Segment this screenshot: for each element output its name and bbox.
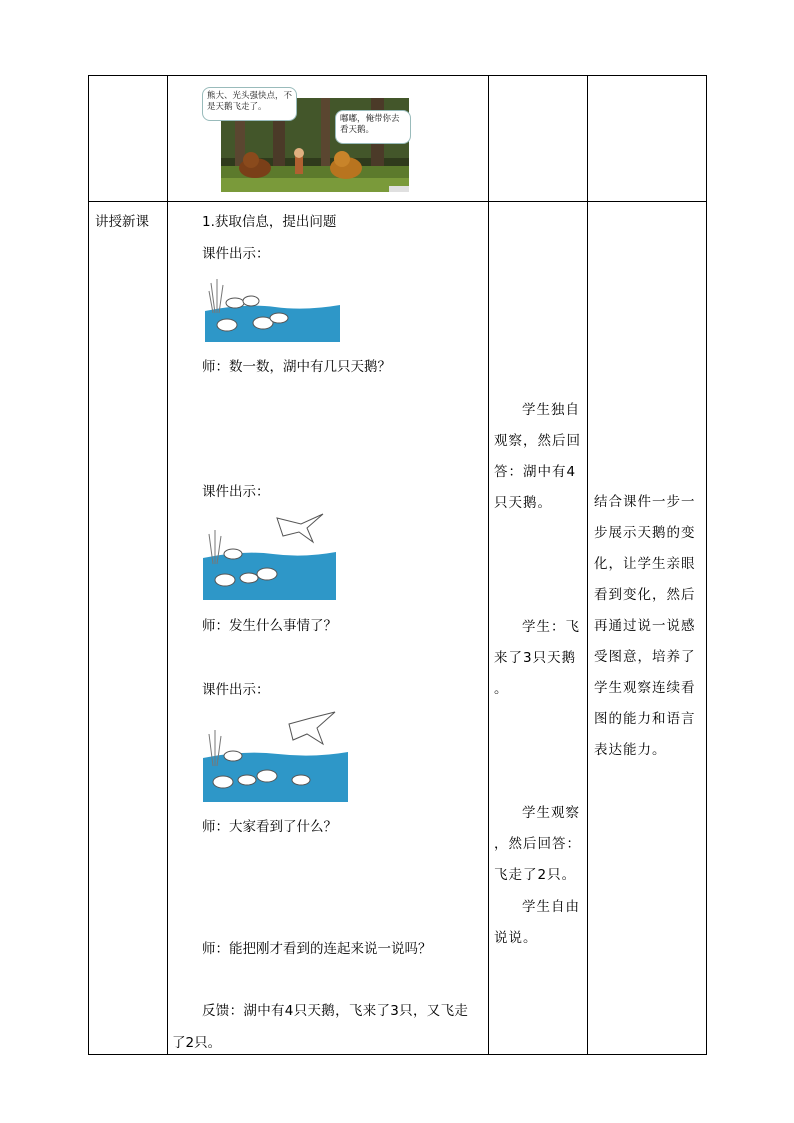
feedback-line-1: 反馈：湖中有4只天鹅，飞来了3只，又飞走 <box>202 1003 469 1019</box>
intent-line-5: 再通过说一说感 <box>594 618 696 634</box>
table-border-right <box>706 75 707 1055</box>
table-row-divider <box>88 201 707 202</box>
bubble-right-line2: 看天鹅。 <box>340 125 375 135</box>
student-a3: 答：湖中有4 <box>494 464 577 480</box>
student-a4: 只天鹅。 <box>494 495 552 511</box>
swans-lake-image-2 <box>203 512 336 600</box>
table-col-divider-2 <box>488 75 489 1055</box>
teacher-question-2: 师：发生什么事情了？ <box>202 618 337 634</box>
table-border-bottom <box>88 1054 707 1055</box>
student-b1: 学生：飞 <box>522 619 580 635</box>
intent-line-9: 表达能力。 <box>594 742 667 758</box>
intent-line-3: 化，让学生亲眼 <box>594 556 696 572</box>
student-b3: 。 <box>494 681 509 697</box>
student-b2: 来了3只天鹅 <box>494 650 577 666</box>
swans-lake-image-1 <box>205 273 340 342</box>
table-border-left <box>88 75 89 1055</box>
student-d1: 学生自由 <box>522 899 580 915</box>
student-c1: 学生观察 <box>522 805 580 821</box>
teacher-question-4: 师：能把刚才看到的连起来说一说吗？ <box>202 941 432 957</box>
intent-line-1: 结合课件一步一 <box>594 494 696 510</box>
intent-line-7: 学生观察连续看 <box>594 680 696 696</box>
student-d2: 说说。 <box>494 930 538 946</box>
student-c3: 飞走了2只。 <box>494 867 577 883</box>
intent-line-6: 受图意，培养了 <box>594 649 696 665</box>
student-c2: ，然后回答： <box>494 836 581 852</box>
courseware-show-2: 课件出示： <box>202 484 270 500</box>
table-col-divider-1 <box>167 75 168 1055</box>
speech-bubble-left <box>202 87 297 121</box>
bubble-left-line1: 熊大、光头强快点，不 <box>207 91 293 101</box>
intent-line-8: 图的能力和语言 <box>594 711 696 727</box>
swans-lake-image-3 <box>203 710 348 802</box>
feedback-line-2: 了2只。 <box>172 1035 222 1051</box>
swans-on-lake-illustration-2 <box>203 512 336 600</box>
intent-line-2: 步展示天鹅的变 <box>594 525 696 541</box>
swans-on-lake-illustration-3 <box>203 710 348 802</box>
bubble-right-line1: 嘟嘟，俺带你去 <box>340 114 400 124</box>
courseware-show-1: 课件出示： <box>202 246 270 262</box>
speech-bubble-right <box>335 110 411 144</box>
courseware-show-3: 课件出示： <box>202 682 270 698</box>
table-col-divider-3 <box>587 75 588 1055</box>
stage-label: 讲授新课 <box>95 214 149 230</box>
student-a2: 观察，然后回 <box>494 433 581 449</box>
teacher-question-3: 师：大家看到了什么？ <box>202 819 337 835</box>
teacher-question-1: 师：数一数，湖中有几只天鹅？ <box>202 359 391 375</box>
section-heading: 1.获取信息，提出问题 <box>202 214 337 230</box>
swans-on-lake-illustration-1 <box>205 273 340 342</box>
bubble-left-line2: 是天鹅飞走了。 <box>207 102 267 112</box>
table-border-top <box>88 75 707 76</box>
student-a1: 学生独自 <box>522 402 580 418</box>
intent-line-4: 看到变化，然后 <box>594 587 696 603</box>
